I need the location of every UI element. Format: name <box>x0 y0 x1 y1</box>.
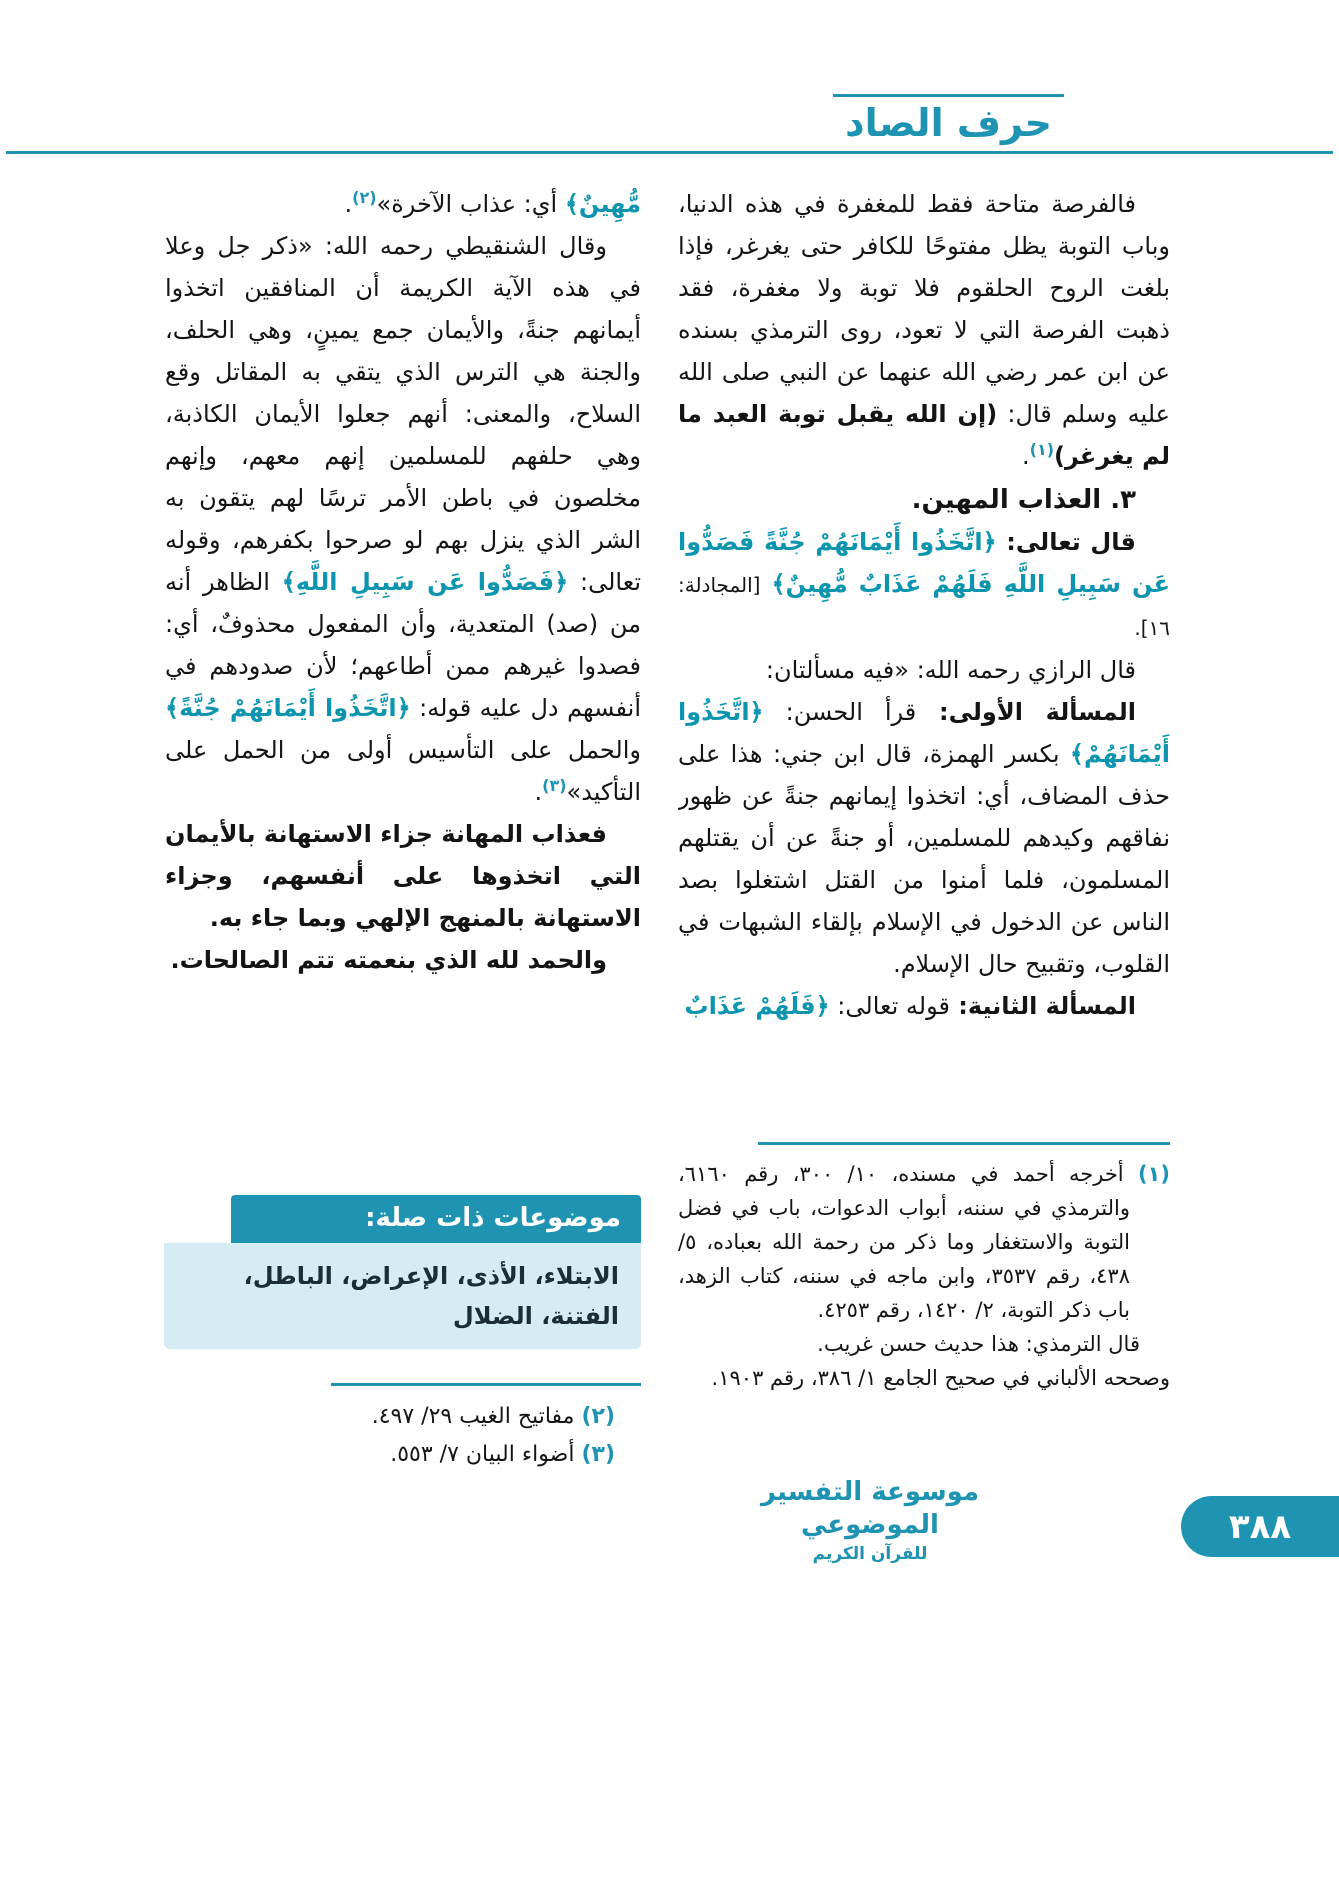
logo-title: موسوعة التفسير الموضوعي <box>760 1477 980 1540</box>
body-text: قرأ الحسن: <box>763 698 917 726</box>
footnote-text: أضواء البيان ٧/ ٥٥٣. <box>390 1441 582 1467</box>
column-right-text <box>678 183 1170 1140</box>
footnote-number: (٣) <box>581 1441 615 1467</box>
quran-quote: ﴿اتَّخَذُوا أَيْمَانَهُمْ﴾ <box>678 698 1170 768</box>
footnote-1 <box>678 1157 1170 1327</box>
body-text: وقال الشنقيطي رحمه الله: «ذكر جل وعلا في هذه الآية الكريمة أن المنافقين اتخذوا أيمانهم جنةً، والأيمان جمع يمينٍ، وهي الحلف، والجنة هي الترس الذي يتقي به المقاتل وقع السلاح، والمعنى: أنهم جعلوا الأيمان الكاذبة، وهي حلفهم للمسلمين إنهم معهم، وإنهم مخلصون في باطن الأمر ترسًا لهم يتقون به الشر الذي ينزل بهم لو صرحوا بكفرهم، وقوله تعالى: <box>165 232 641 596</box>
footnote-ref-2: (٢) <box>352 188 377 207</box>
footnote-number: (١) <box>1137 1162 1170 1186</box>
footnotes-left <box>165 1383 641 1474</box>
column-right <box>678 183 1170 1395</box>
body-text: . <box>534 778 543 806</box>
verse-intro-label: قال تعالى: <box>996 528 1136 556</box>
page-header <box>0 0 1339 183</box>
related-topics-box <box>164 1195 641 1349</box>
logo-subtitle: للقرآن الكريم <box>812 1544 928 1564</box>
column-left <box>165 183 641 1474</box>
paragraph-second-issue <box>678 985 1170 1027</box>
footnote-divider <box>758 1142 1170 1145</box>
paragraph-razi-intro: قال الرازي رحمه الله: «فيه مسألتان: <box>765 656 1136 684</box>
paragraph-verse <box>678 521 1170 649</box>
body-text: والحمل على التأسيس أولى من الحمل على التأكيد» <box>165 736 641 806</box>
column-left-text <box>165 183 641 1101</box>
footnote-2 <box>165 1398 641 1436</box>
verse-citation: [المجادلة: ١٦]. <box>678 573 1170 640</box>
issue-label: المسألة الأولى: <box>916 698 1136 726</box>
paragraph-conclusion: فعذاب المهانة جزاء الاستهانة بالأيمان التي اتخذوها على أنفسهم، وجزاء الاستهانة بالمنهج الإلهي وبما جاء به. <box>165 820 641 932</box>
body-text: . <box>1022 442 1030 470</box>
footnote-1-line2: قال الترمذي: هذا حديث حسن غريب. <box>817 1332 1140 1356</box>
body-text: بكسر الهمزة، قال ابن جني: هذا على حذف المضاف، أي: اتخذوا إيمانهم جنةً عن ظهور نفاقهم وكيدهم للمسلمين، أو جنةً عن أن يقتلهم المسلمون، فلما أمنوا من القتل اشتغلوا بصد الناس عن الدخول في الإسلام بإلقاء الشبهات في القلوب، وتقبيح حال الإسلام. <box>678 740 1170 978</box>
related-topics-list: الابتلاء، الأذى، الإعراض، الباطل، الفتنة، الضلال <box>164 1243 641 1349</box>
footnote-1-line3: وصححه الألباني في صحيح الجامع ١/ ٣٨٦، رقم ١٩٠٣. <box>711 1366 1170 1390</box>
quran-quote: ﴿فَلَهُمْ عَذَابٌ <box>684 992 830 1020</box>
paragraph-shinqiti <box>165 225 641 813</box>
quran-quote: ﴿اتَّخَذُوا أَيْمَانَهُمْ جُنَّةً﴾ <box>165 694 411 722</box>
footnotes-right <box>678 1142 1170 1395</box>
paragraph-forgiveness <box>678 183 1170 477</box>
footnote-text: أخرجه أحمد في مسنده، ١٠/ ٣٠٠، رقم ٦١٦٠، والترمذي في سننه، أبواب الدعوات، باب في فضل التوبة والاستغفار وما ذكر من رحمة الله بعباده، ٥/ ٤٣٨، رقم ٣٥٣٧، وابن ماجه في سننه، كتاب الزهد، باب ذكر التوبة، ٢/ ١٤٢٠، رقم ٤٢٥٣. <box>678 1162 1138 1322</box>
quran-quote: مُّهِينٌ﴾ <box>564 190 641 218</box>
body-text: الظاهر أنه من (صد) المتعدية، وأن المفعول محذوفٌ، أي: فصدوا غيرهم ممن أطاعهم؛ لأن صدودهم في أنفسهم دل عليه قوله: <box>165 568 641 722</box>
footnote-3 <box>165 1436 641 1474</box>
quran-quote: ﴿فَصَدُّوا عَن سَبِيلِ اللَّهِ﴾ <box>281 568 569 596</box>
footnote-number: (٢) <box>581 1403 615 1429</box>
footnote-text: مفاتيح الغيب ٢٩/ ٤٩٧. <box>371 1403 582 1429</box>
body-text: أي: عذاب الآخرة» <box>376 190 565 218</box>
quran-verse: ﴿اتَّخَذُوا أَيْمَانَهُمْ جُنَّةً فَصَدُّوا عَن سَبِيلِ اللَّهِ فَلَهُمْ عَذَابٌ مُّهِينٌ﴾ <box>678 528 1170 598</box>
chapter-letter-title: حرف الصاد <box>833 94 1064 147</box>
related-topics-title: موضوعات ذات صلة: <box>231 1195 641 1243</box>
publisher-logo <box>750 1476 990 1564</box>
body-text: . <box>344 190 353 218</box>
body-text: قوله تعالى: <box>829 992 950 1020</box>
section-heading-humiliating-punishment: ٣. العذاب المهين. <box>911 485 1136 515</box>
paragraph-continuation <box>165 183 641 225</box>
page-number-badge: ٣٨٨ <box>1181 1496 1339 1557</box>
footnote-ref-3: (٣) <box>542 776 567 795</box>
body-text: فالفرصة متاحة فقط للمغفرة في هذه الدنيا، وباب التوبة يظل مفتوحًا للكافر حتى يغرغر، فإذا بلغت الروح الحلقوم فلا توبة ولا مغفرة، فقد ذهبت الفرصة التي لا تعود، روى الترمذي بسنده عن ابن عمر رضي الله عنهما عن النبي صلى الله عليه وسلم قال: <box>678 190 1170 428</box>
footnote-divider <box>331 1383 641 1386</box>
hadith-text: (إن الله يقبل توبة العبد ما لم يغرغر) <box>678 400 1170 470</box>
paragraph-hamdala: والحمد لله الذي بنعمته تتم الصالحات. <box>170 946 607 974</box>
header-divider <box>6 151 1333 154</box>
page-body <box>165 183 1170 1474</box>
paragraph-first-issue <box>678 691 1170 985</box>
footnote-ref-1: (١) <box>1029 440 1055 459</box>
issue-label: المسألة الثانية: <box>949 992 1136 1020</box>
